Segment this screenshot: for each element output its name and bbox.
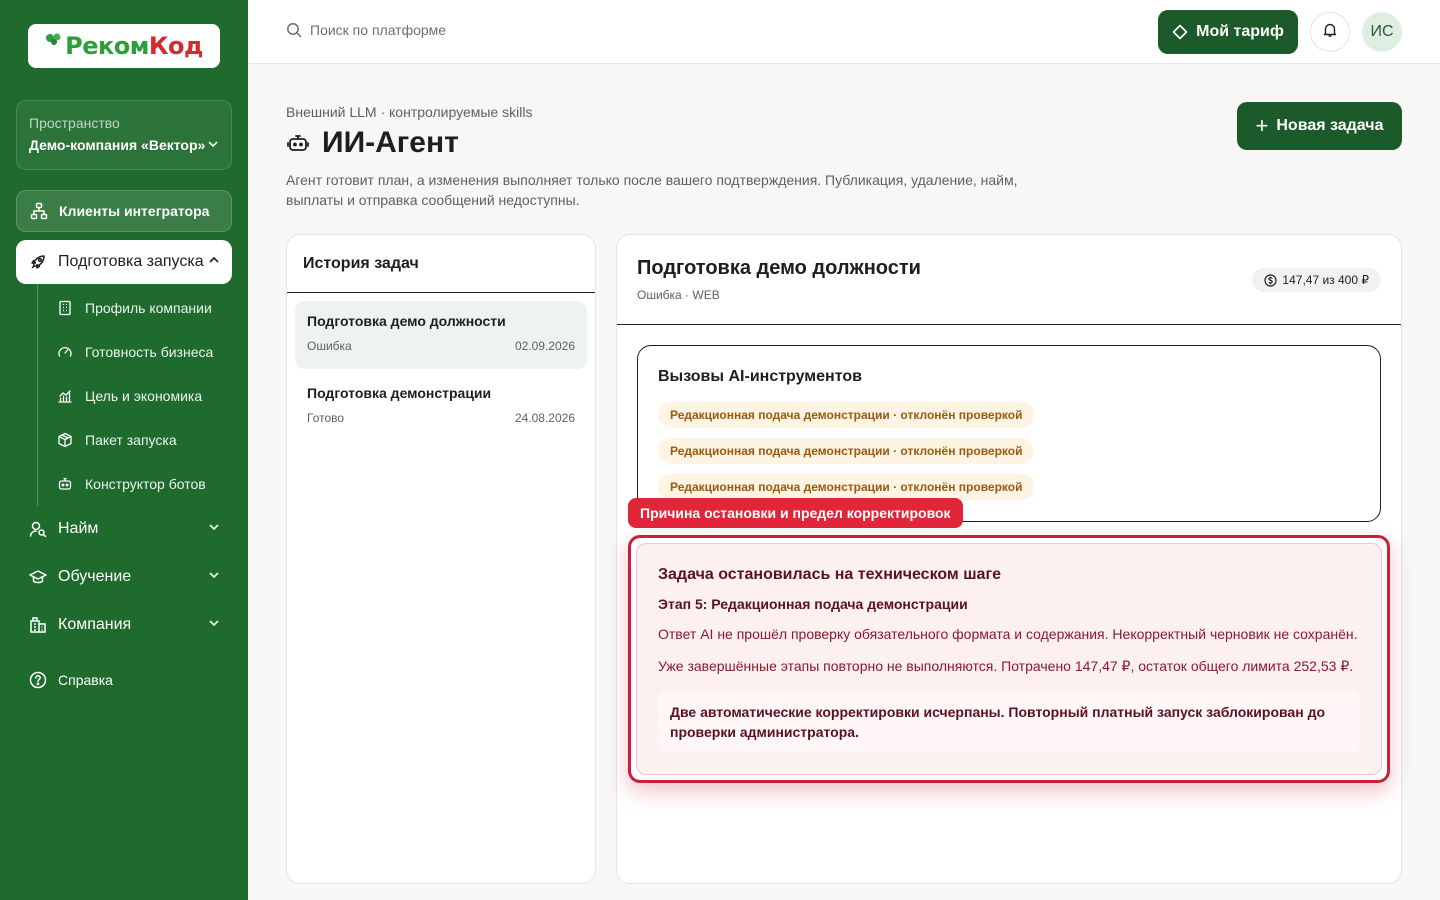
logo-text: РекомКод xyxy=(45,32,203,60)
search-input[interactable] xyxy=(286,22,446,38)
page-description: Агент готовит план, а изменения выполняет только после вашего подтверждения. Публикация, удаление, найм, выплаты и отправка сообщений недоступны. xyxy=(286,172,1018,208)
nav-training-label: Обучение xyxy=(58,568,132,585)
nav-help-label: Справка xyxy=(58,672,113,688)
chart-icon xyxy=(56,387,74,405)
tool-call-chip: Редакционная подача демонстрации · отклонён проверкой xyxy=(658,438,1034,464)
workspace-selector[interactable] xyxy=(16,100,232,170)
plus-icon: + xyxy=(1255,113,1269,138)
sidebar xyxy=(0,0,248,900)
stop-reason-spend-text: Уже завершённые этапы повторно не выполняются. Потрачено 147,47 ₽, остаток общего лимита 252,53 ₽. xyxy=(658,658,1354,674)
stop-reason-stage: Этап 5: Редакционная подача демонстрации xyxy=(658,596,968,612)
breadcrumb: Внешний LLM · контролируемые skills xyxy=(286,104,533,120)
sitemap-icon xyxy=(29,201,49,221)
stop-reason-text: Ответ AI не прошёл проверку обязательного формата и содержания. Некорректный черновик не сохранён. xyxy=(658,626,1358,642)
task-history-title: История задач xyxy=(287,235,595,293)
task-name: Подготовка демо должности xyxy=(307,313,506,329)
help-circle-icon xyxy=(28,670,48,690)
sidebar-item-label: Готовность бизнеса xyxy=(85,344,214,360)
new-task-label: Новая задача xyxy=(1276,117,1384,134)
bell-icon xyxy=(1322,22,1338,43)
search-placeholder: Поиск по платформе xyxy=(310,22,447,38)
ai-tool-calls-title: Вызовы AI-инструментов xyxy=(658,368,862,385)
nav-hiring[interactable] xyxy=(16,508,232,550)
sidebar-item-business-readiness[interactable] xyxy=(56,338,213,366)
leaf-icon xyxy=(45,32,63,46)
task-name: Подготовка демонстрации xyxy=(307,385,492,401)
office-icon xyxy=(28,615,48,635)
diamond-icon xyxy=(1172,24,1188,40)
nav-launch-prep-label: Подготовка запуска xyxy=(58,253,204,270)
budget-badge xyxy=(1252,268,1381,292)
nav-training[interactable] xyxy=(16,556,232,598)
rocket-icon xyxy=(28,252,48,272)
sidebar-item-goal-economics[interactable] xyxy=(56,382,202,410)
task-detail-header xyxy=(617,235,1401,325)
notifications-button[interactable] xyxy=(1310,12,1350,52)
search-icon xyxy=(286,22,302,38)
sidebar-item-label: Цель и экономика xyxy=(85,388,203,404)
new-task-button[interactable] xyxy=(1237,102,1402,150)
nav-company[interactable] xyxy=(16,604,232,646)
task-status: Ошибка xyxy=(307,339,352,353)
task-detail-title: Подготовка демо должности xyxy=(637,257,921,279)
sidebar-item-bot-builder[interactable] xyxy=(56,470,206,498)
task-detail-subtitle: Ошибка · WEB xyxy=(637,288,720,302)
task-date: 02.09.2026 xyxy=(514,339,575,353)
sidebar-item-launch-package[interactable] xyxy=(56,426,177,454)
subnav-line xyxy=(37,284,38,506)
page-title-text: ИИ-Агент xyxy=(322,126,459,159)
sidebar-item-label: Пакет запуска xyxy=(85,432,177,448)
tool-call-chip: Редакционная подача демонстрации · отклонён проверкой xyxy=(658,474,1034,500)
chevron-down-icon xyxy=(208,520,220,538)
budget-value: 147,47 из 400 ₽ xyxy=(1282,273,1369,287)
task-history-panel xyxy=(286,234,596,884)
bot-icon xyxy=(56,475,74,493)
stop-reason-note: Две автоматические корректировки исчерпаны. Повторный платный запуск заблокирован до проверки администратора. xyxy=(658,691,1360,753)
nav-integrator-clients[interactable] xyxy=(16,190,232,232)
chevron-down-icon xyxy=(208,616,220,634)
chevron-down-icon xyxy=(207,137,219,153)
task-history-item[interactable] xyxy=(295,301,587,369)
workspace-value: Демо-компания «Вектор» xyxy=(29,137,206,153)
nav-integrator-clients-label: Клиенты интегратора xyxy=(59,203,210,219)
task-date: 24.08.2026 xyxy=(514,411,575,425)
gauge-icon xyxy=(56,343,74,361)
page-title xyxy=(286,126,459,160)
stop-reason-title: Задача остановилась на техническом шаге xyxy=(658,566,1001,583)
bot-icon xyxy=(286,131,310,155)
my-tariff-label: Мой тариф xyxy=(1196,23,1284,40)
stop-reason-label: Причина остановки и предел корректировок xyxy=(628,498,963,528)
coin-icon xyxy=(1264,274,1277,287)
nav-company-label: Компания xyxy=(58,616,132,633)
sidebar-item-label: Профиль компании xyxy=(85,300,212,316)
logo[interactable] xyxy=(28,24,220,68)
chevron-down-icon xyxy=(208,568,220,586)
sidebar-item-label: Конструктор ботов xyxy=(85,476,206,492)
tool-call-chip: Редакционная подача демонстрации · отклонён проверкой xyxy=(658,402,1034,428)
package-icon xyxy=(56,431,74,449)
ai-tool-calls-card xyxy=(637,345,1381,522)
nav-help[interactable] xyxy=(16,659,232,701)
my-tariff-button[interactable] xyxy=(1158,10,1298,54)
graduation-cap-icon xyxy=(28,567,48,587)
avatar[interactable]: ИС xyxy=(1362,12,1402,52)
topbar xyxy=(248,0,1440,64)
nav-hiring-label: Найм xyxy=(58,520,99,537)
sidebar-item-company-profile[interactable] xyxy=(56,294,212,322)
nav-launch-prep[interactable] xyxy=(16,240,232,284)
task-status: Готово xyxy=(307,411,345,425)
building-icon xyxy=(56,299,74,317)
stop-reason-card xyxy=(636,543,1382,775)
task-history-item[interactable] xyxy=(295,373,587,441)
chevron-up-icon xyxy=(208,253,220,271)
user-search-icon xyxy=(28,519,48,539)
workspace-label: Пространство xyxy=(29,115,120,131)
